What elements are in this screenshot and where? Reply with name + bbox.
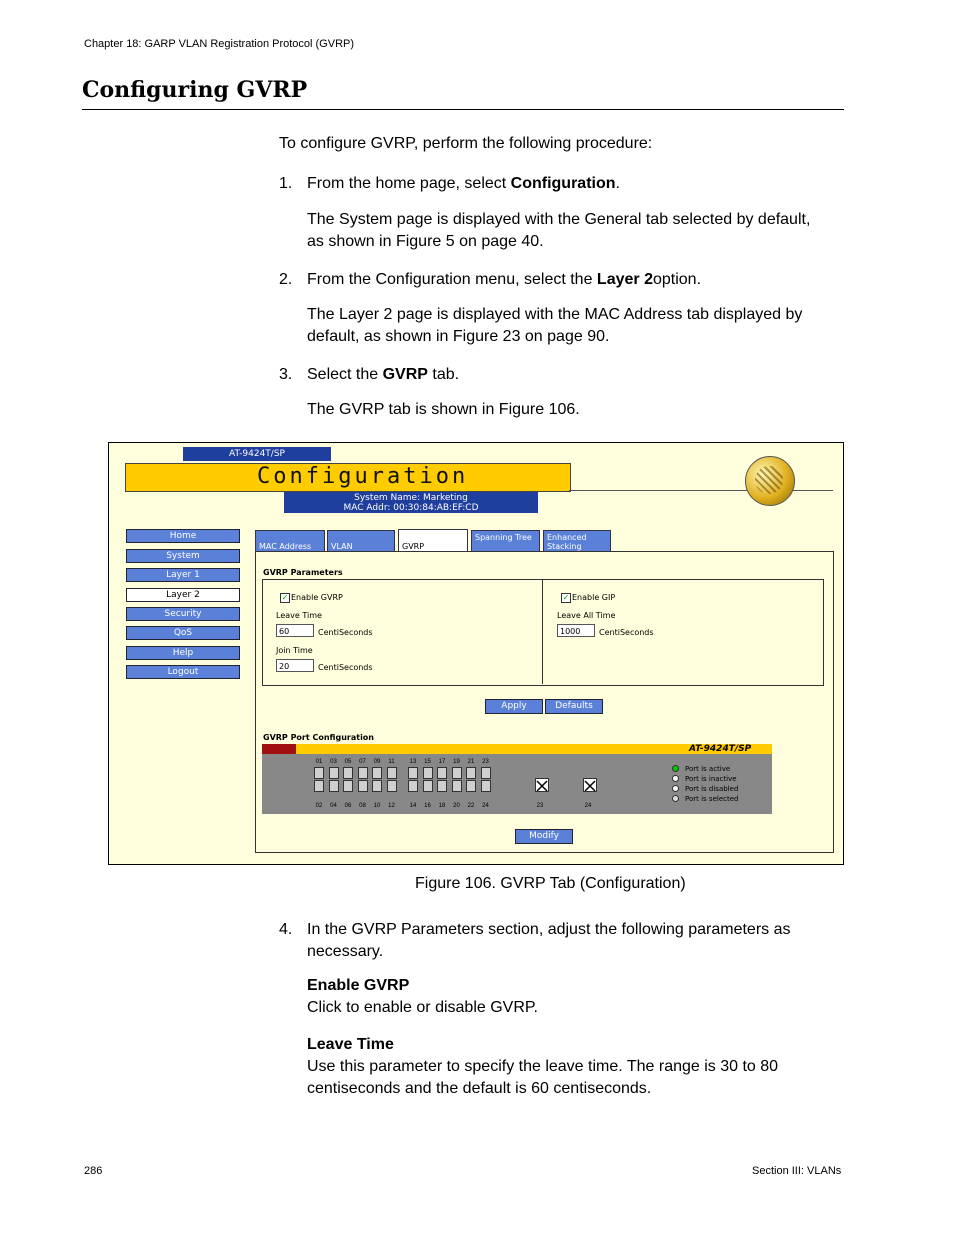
port-label-02: 02 (315, 803, 323, 809)
step-number: 1. (279, 175, 293, 192)
step-text: From the home page, select Configuration. (307, 175, 620, 192)
leave-time-unit: CentiSeconds (318, 628, 373, 637)
step-number: 2. (279, 271, 293, 288)
nav-home[interactable]: Home (126, 529, 240, 543)
params-title: GVRP Parameters (263, 568, 343, 577)
port-label-24: 24 (482, 803, 489, 809)
modify-button[interactable]: Modify (515, 829, 573, 844)
step-note: The System page is displayed with the General tab selected by default, as shown in Figure 5 on page 40. (307, 211, 811, 250)
param-text: Click to enable or disable GVRP. (307, 999, 538, 1016)
port-14[interactable] (408, 780, 418, 792)
system-name: System Name: Marketing (354, 493, 468, 503)
port-04[interactable] (329, 780, 339, 792)
chapter-header: Chapter 18: GARP VLAN Registration Protocol (GVRP) (84, 38, 355, 50)
nav-logout[interactable]: Logout (126, 665, 240, 679)
sfp-port-23[interactable] (535, 778, 549, 792)
banner-divider (569, 490, 833, 491)
enable-gvrp-label: Enable GVRP (291, 593, 343, 602)
tab-enhanced-stacking[interactable]: Enhanced Stacking (543, 530, 611, 551)
param-text: Use this parameter to specify the leave time. The range is 30 to 80 centiseconds and the default is 60 centiseconds. (307, 1058, 779, 1097)
nav-layer2[interactable]: Layer 2 (126, 588, 240, 602)
globe-pattern (755, 466, 783, 494)
tab-mac-address[interactable]: MAC Address (255, 530, 325, 551)
enable-gvrp-checkbox[interactable]: ✓ (281, 593, 289, 602)
legend-active: Port is active (685, 765, 731, 773)
port-16[interactable] (423, 780, 433, 792)
legend-inactive: Port is inactive (685, 775, 737, 783)
port-08[interactable] (358, 780, 368, 792)
nav-layer1[interactable]: Layer 1 (126, 568, 240, 582)
nav-system[interactable]: System (126, 549, 240, 563)
figure-screenshot (108, 442, 844, 865)
port-label-18: 18 (438, 803, 446, 809)
system-info-bar (284, 492, 538, 513)
tab-spanning-tree[interactable]: Spanning Tree (471, 530, 540, 551)
sfp-x-icon (584, 780, 596, 792)
port-label-06: 06 (344, 803, 352, 809)
port-label-20: 20 (453, 803, 460, 809)
param-name: Leave Time (307, 1036, 394, 1053)
step-note: The GVRP tab is shown in Figure 106. (307, 401, 580, 418)
legend-selected: Port is selected (685, 795, 739, 803)
port-17[interactable] (437, 767, 447, 779)
port-label-07: 07 (359, 759, 366, 765)
port-05[interactable] (343, 767, 353, 779)
port-label-21: 21 (467, 759, 475, 765)
leave-all-unit: CentiSeconds (599, 628, 654, 637)
port-label-04: 04 (330, 803, 337, 809)
legend-disabled: Port is disabled (685, 785, 739, 793)
port-label-12: 12 (388, 803, 395, 809)
port-label-10: 10 (373, 803, 381, 809)
at-logo-icon (262, 744, 296, 754)
params-divider (542, 579, 543, 684)
port-06[interactable] (343, 780, 353, 792)
port-label-01: 01 (315, 759, 323, 765)
page-number: 286 (84, 1165, 103, 1177)
port-10[interactable] (372, 780, 382, 792)
port-label-23: 23 (482, 759, 489, 765)
sfp-x-icon (536, 780, 548, 792)
figure-caption: Figure 106. GVRP Tab (Configuration) (415, 875, 686, 892)
port-21[interactable] (466, 767, 476, 779)
leave-all-label: Leave All Time (557, 611, 616, 620)
port-label-13: 13 (409, 759, 417, 765)
port-label-05: 05 (344, 759, 352, 765)
sfp-label-24: 24 (584, 803, 592, 809)
step-text: From the Configuration menu, select the Layer 2option. (307, 271, 702, 288)
nav-help[interactable]: Help (126, 646, 240, 660)
sfp-port-24[interactable] (583, 778, 597, 792)
join-time-label: Join Time (276, 646, 313, 655)
port-11[interactable] (387, 767, 397, 779)
legend-selected-icon (672, 795, 679, 802)
port-label-03: 03 (330, 759, 337, 765)
port-label-14: 14 (409, 803, 417, 809)
section-label: Section III: VLANs (752, 1165, 842, 1177)
port-19[interactable] (452, 767, 462, 779)
port-label-15: 15 (424, 759, 431, 765)
port-20[interactable] (452, 780, 462, 792)
param-name: Enable GVRP (307, 977, 410, 994)
switch-model-label: AT-9424T/SP (689, 744, 752, 754)
tab-vlan[interactable]: VLAN (327, 530, 395, 551)
port-01[interactable] (314, 767, 324, 779)
port-02[interactable] (314, 780, 324, 792)
mac-address: MAC Addr: 00:30:84:AB:EF:CD (343, 503, 479, 513)
port-09[interactable] (372, 767, 382, 779)
intro-text: To configure GVRP, perform the following procedure: (279, 135, 653, 152)
port-label-19: 19 (453, 759, 460, 765)
step-text: In the GVRP Parameters section, adjust the following parameters as necessary. (307, 921, 791, 960)
enable-gip-checkbox[interactable]: ✓ (562, 593, 570, 602)
port-24[interactable] (481, 780, 491, 792)
port-03[interactable] (329, 767, 339, 779)
nav-qos[interactable]: QoS (126, 626, 240, 640)
banner-title: Configuration (257, 464, 469, 489)
step-number: 3. (279, 366, 293, 383)
step-number: 4. (279, 921, 293, 938)
port-15[interactable] (423, 767, 433, 779)
port-07[interactable] (358, 767, 368, 779)
defaults-button[interactable]: Defaults (545, 699, 603, 714)
port-label-09: 09 (373, 759, 381, 765)
step-note: The Layer 2 page is displayed with the MAC Address tab displayed by default, as shown in Figure 23 on page 90. (307, 306, 803, 345)
leave-time-label: Leave Time (276, 611, 322, 620)
port-label-11: 11 (388, 759, 395, 765)
legend-disabled-icon (672, 785, 679, 792)
nav-security[interactable]: Security (126, 607, 240, 621)
port-label-16: 16 (424, 803, 431, 809)
port-label-22: 22 (467, 803, 475, 809)
leave-all-input[interactable]: 1000 (557, 624, 595, 637)
apply-button[interactable]: Apply (485, 699, 543, 714)
sfp-label-23: 23 (536, 803, 544, 809)
step-text: Select the GVRP tab. (307, 366, 460, 383)
join-time-unit: CentiSeconds (318, 663, 373, 672)
legend-active-icon (672, 765, 679, 772)
port-18[interactable] (437, 780, 447, 792)
port-label-08: 08 (359, 803, 366, 809)
page-title: Configuring GVRP (82, 77, 308, 103)
title-rule (82, 109, 844, 110)
port-12[interactable] (387, 780, 397, 792)
port-grid (262, 754, 772, 814)
join-time-input[interactable]: 20 (276, 659, 314, 672)
port-22[interactable] (466, 780, 476, 792)
legend-inactive-icon (672, 775, 679, 782)
port-config-title: GVRP Port Configuration (263, 733, 374, 742)
tab-gvrp[interactable]: GVRP (398, 529, 468, 552)
enable-gip-label: Enable GIP (572, 593, 616, 602)
port-13[interactable] (408, 767, 418, 779)
port-label-17: 17 (438, 759, 446, 765)
port-23[interactable] (481, 767, 491, 779)
leave-time-input[interactable]: 60 (276, 624, 314, 637)
model-tab: AT-9424T/SP (183, 447, 331, 461)
